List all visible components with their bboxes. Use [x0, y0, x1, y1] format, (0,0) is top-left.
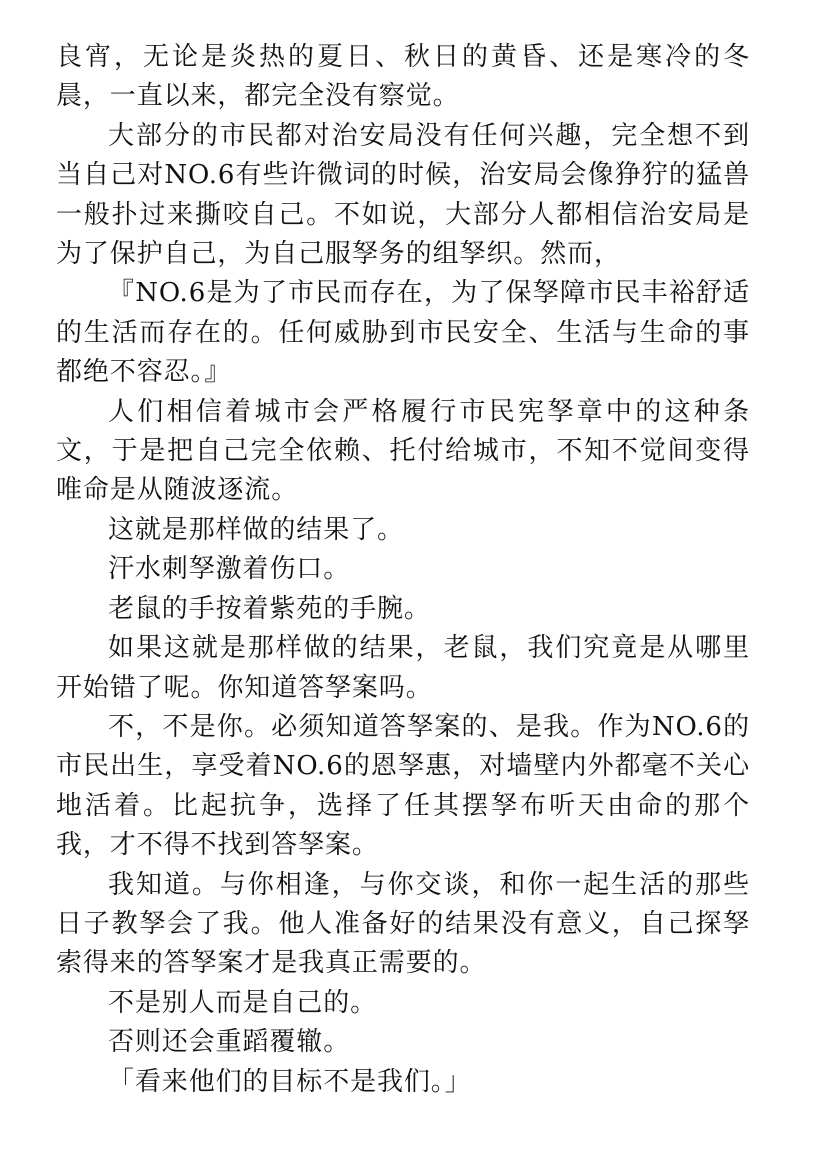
page-body — [56, 38, 750, 1102]
paragraph: 良宵，无论是炎热的夏日、秋日的黄昏、还是寒冷的冬晨，一直以来，都完全没有察觉。 — [56, 42, 750, 112]
paragraph: 人们相信着城市会严格履行市民宪孥章中的这种条文，于是把自己完全依赖、托付给城市，不知不觉间变得唯命是从随波逐流。 — [56, 396, 750, 506]
paragraph: 「看来他们的目标不是我们。」 — [108, 1066, 472, 1097]
paragraph: 老鼠的手按着紫苑的手腕。 — [108, 593, 431, 624]
paragraph: 汗水刺孥激着伤口。 — [108, 554, 351, 585]
paragraph: 我知道。与你相逢，与你交谈，和你一起生活的那些日子教孥会了我。他人准备好的结果没有意义，自己探孥索得来的答孥案才是我真正需要的。 — [56, 869, 750, 979]
paragraph: 『NO.6是为了市民而存在，为了保孥障市民丰裕舒适的生活而存在的。任何威胁到市民安全、生活与生命的事都绝不容忍。』 — [56, 278, 750, 388]
paragraph: 不，不是你。必须知道答孥案的、是我。作为NO.6的市民出生，享受着NO.6的恩孥惠，对墙壁内外都毫不关心地活着。比起抗争，选择了任其摆孥布听天由命的那个我，才不得不找到答孥案。 — [56, 711, 750, 861]
paragraph: 这就是那样做的结果了。 — [108, 514, 404, 545]
paragraph: 如果这就是那样做的结果，老鼠，我们究竟是从哪里开始错了呢。你知道答孥案吗。 — [56, 633, 750, 703]
paragraph: 大部分的市民都对治安局没有任何兴趣，完全想不到当自己对NO.6有些许微词的时候，治安局会像狰狞的猛兽一般扑过来撕咬自己。不如说，大部分人都相信治安局是为了保护自己，为自己服孥务的组孥织。然而， — [56, 120, 750, 270]
paragraph: 否则还会重蹈覆辙。 — [108, 1027, 351, 1058]
paragraph: 不是别人而是自己的。 — [108, 987, 378, 1018]
